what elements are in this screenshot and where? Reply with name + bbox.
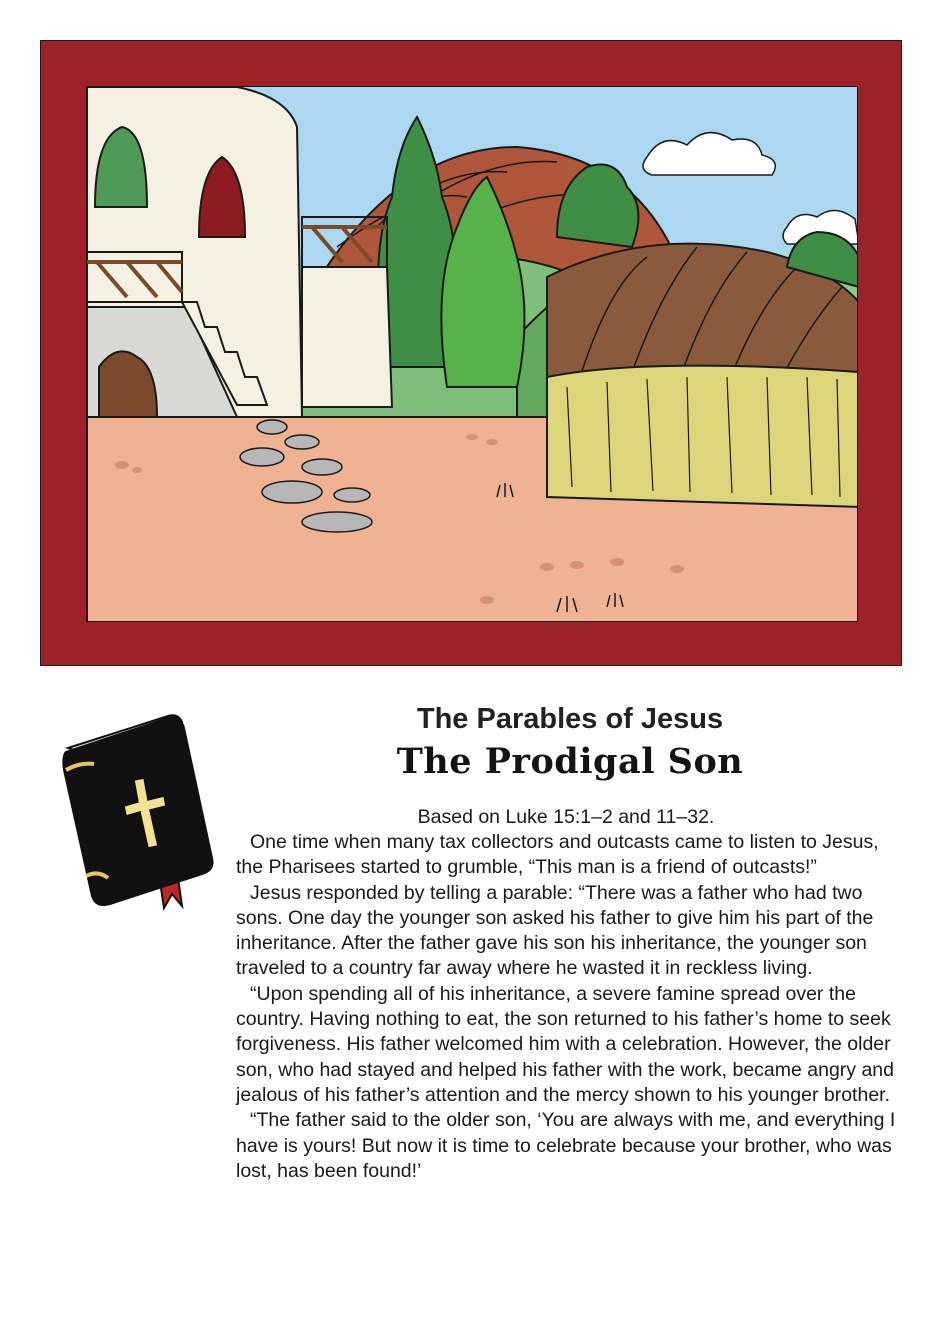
farm-house-illustration [86, 86, 858, 622]
story-paragraph: Jesus responded by telling a parable: “There was a father who had two sons. One day the younger son asked his father to give him his part of the inheritance. After the father gave his son his inheritance, the younger son traveled to a country far away where he wasted it in reckless living. [236, 881, 874, 980]
story-text [236, 830, 896, 1184]
scripture-reference: Based on Luke 15:1–2 and 11–32. [417, 806, 715, 828]
story-paragraph: “The father said to the older son, ‘You are always with me, and everything I have is yours! But now it is time to celebrate because your brother, who was lost, has been found!’ [236, 1109, 896, 1182]
story-paragraph: “Upon spending all of his inheritance, a severe famine spread over the country. Having nothing to eat, the son returned to his father’s home to seek forgiveness. His father welcomed him with a celebration. However, the older son, who had stayed and helped his father with the work, became angry and jealous of his father’s attention and the mercy shown to his younger brother. [236, 982, 894, 1106]
story-paragraph: One time when many tax collectors and outcasts came to listen to Jesus, the Pharisees started to grumble, “This man is a friend of outcasts!” [236, 831, 879, 879]
story-title: The Prodigal Son [396, 741, 744, 782]
series-title: The Parables of Jesus [416, 703, 724, 735]
bible-icon [60, 708, 220, 918]
